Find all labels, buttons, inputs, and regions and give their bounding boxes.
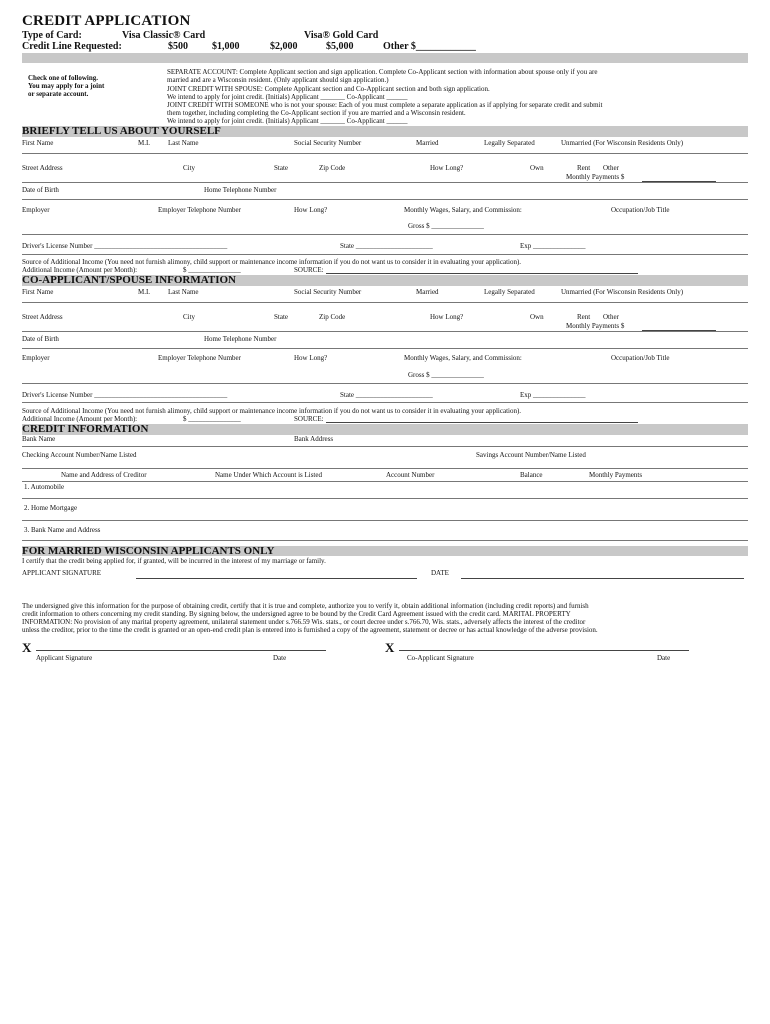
coapplicant-dob[interactable]: Date of Birth <box>22 335 59 343</box>
separate-account-text: or separate account. <box>28 90 89 98</box>
savings-account[interactable]: Savings Account Number/Name Listed <box>476 451 586 459</box>
applicant-date-label: Date <box>273 654 287 662</box>
applicant-last-name[interactable]: Last Name <box>168 139 199 147</box>
coapplicant-license-exp[interactable]: Exp _______________ <box>520 391 586 399</box>
applicant-occupation[interactable]: Occupation/Job Title <box>611 206 670 214</box>
applicant-other[interactable]: Other <box>603 164 619 172</box>
applicant-signature-label: Applicant Signature <box>36 654 93 662</box>
agreement-line-3: INFORMATION: No provision of any marital property agreement, unilateral statement under s.766.59 Wis. stats., or court decree under s.766.70, Wis. stats., adversely affects the interest of the creditor <box>22 618 586 626</box>
applicant-married[interactable]: Married <box>416 139 439 147</box>
applicant-state[interactable]: State <box>274 164 288 172</box>
coapplicant-license-state[interactable]: State ______________________ <box>340 391 433 399</box>
applicant-zip[interactable]: Zip Code <box>319 164 346 172</box>
coapplicant-married[interactable]: Married <box>416 288 439 296</box>
applicant-additional-amount[interactable]: $ _______________ <box>183 266 241 274</box>
applicant-legally-separated[interactable]: Legally Separated <box>484 139 535 147</box>
credit-line-label: Credit Line Requested: <box>22 41 122 52</box>
coapplicant-additional-income: Additional Income (Amount per Month): <box>22 415 138 423</box>
applicant-additional-income-note: Source of Additional Income (You need not furnish alimony, child support or maintenance income information if you do not want us to consider it in evaluating your application). <box>22 258 522 266</box>
wisconsin-signature-label: APPLICANT SIGNATURE <box>22 569 102 577</box>
applicant-license-state[interactable]: State ______________________ <box>340 242 433 250</box>
divider <box>22 383 748 384</box>
applicant-gross[interactable]: Gross $ _______________ <box>408 222 484 230</box>
credit-line-other[interactable]: Other $____________ <box>383 41 476 52</box>
credit-line-1000[interactable]: $1,000 <box>212 41 240 52</box>
table-row[interactable]: 2. Home Mortgage <box>24 504 78 512</box>
coapplicant-unmarried[interactable]: Unmarried (For Wisconsin Residents Only) <box>561 288 684 296</box>
coapplicant-signature-x: X <box>385 640 395 655</box>
monthly-payments-column-header: Monthly Payments <box>589 471 643 479</box>
coapplicant-home-phone[interactable]: Home Telephone Number <box>204 335 277 343</box>
applicant-mi[interactable]: M.I. <box>138 139 151 147</box>
credit-line-500[interactable]: $500 <box>168 41 188 52</box>
coapplicant-ssn[interactable]: Social Security Number <box>294 288 362 296</box>
credit-line-5000[interactable]: $5,000 <box>326 41 354 52</box>
check-one-text: Check one of following. <box>28 74 98 82</box>
applicant-additional-income: Additional Income (Amount per Month): <box>22 266 138 274</box>
agreement-line-4: unless the creditor, prior to the time the credit is granted or an open-end credit plan is entered into is furnished a copy of the agreement, statement or decree or has actual knowledge of the adverse provision. <box>22 626 598 634</box>
page-title: CREDIT APPLICATION <box>22 13 191 29</box>
divider <box>22 234 748 235</box>
coapplicant-employment-length[interactable]: How Long? <box>294 354 328 362</box>
applicant-ssn[interactable]: Social Security Number <box>294 139 362 147</box>
wisconsin-date-line[interactable] <box>461 578 744 579</box>
coapplicant-other[interactable]: Other <box>603 313 619 321</box>
applicant-rent[interactable]: Rent <box>577 164 591 172</box>
divider <box>22 302 748 303</box>
separate-account-note: married and are a Wisconsin resident. (Only applicant should sign application.) <box>167 76 389 84</box>
wisconsin-certify: I certify that the credit being applied for, if granted, will be incurred in the interest of my marriage or family. <box>22 557 326 565</box>
coapplicant-legally-separated[interactable]: Legally Separated <box>484 288 535 296</box>
coapplicant-signature-label: Co-Applicant Signature <box>407 654 474 662</box>
credit-line-2000[interactable]: $2,000 <box>270 41 298 52</box>
apply-joint-text: You may apply for a joint <box>28 82 105 90</box>
coapplicant-date-label: Date <box>657 654 671 662</box>
source-line <box>326 273 638 274</box>
applicant-first-name[interactable]: First Name <box>22 139 54 147</box>
coapplicant-how-long[interactable]: How Long? <box>430 313 464 321</box>
checking-account[interactable]: Checking Account Number/Name Listed <box>22 451 137 459</box>
coapplicant-zip[interactable]: Zip Code <box>319 313 346 321</box>
creditor-column-header: Name and Address of Creditor <box>61 471 147 479</box>
divider <box>22 446 748 447</box>
applicant-signature-line[interactable] <box>36 650 326 651</box>
applicant-signature-x: X <box>22 640 32 655</box>
agreement-line-1: The undersigned give this information for the purpose of obtaining credit, certify that it is true and complete, authorize you to verify it, obtain additional information (including credit reports) and furnish <box>22 602 589 610</box>
joint-spouse-initials[interactable]: We intend to apply for joint credit. (Initials) Applicant _______ Co-Applicant ______ <box>167 93 408 101</box>
divider <box>22 481 748 482</box>
coapplicant-state[interactable]: State <box>274 313 288 321</box>
applicant-street[interactable]: Street Address <box>22 164 63 172</box>
coapplicant-rent[interactable]: Rent <box>577 313 591 321</box>
wisconsin-header: FOR MARRIED WISCONSIN APPLICANTS ONLY <box>22 545 275 557</box>
applicant-license-exp[interactable]: Exp _______________ <box>520 242 586 250</box>
joint-spouse-option[interactable]: JOINT CREDIT WITH SPOUSE: Complete Applicant section and Co-Applicant section and both sign application. <box>167 85 490 93</box>
applicant-city[interactable]: City <box>183 164 196 172</box>
coapplicant-income-source[interactable]: SOURCE: <box>294 415 324 423</box>
coapplicant-last-name[interactable]: Last Name <box>168 288 199 296</box>
applicant-employer-phone[interactable]: Employer Telephone Number <box>158 206 241 214</box>
divider <box>22 199 748 200</box>
divider <box>22 468 748 469</box>
credit-header: CREDIT INFORMATION <box>22 423 149 435</box>
applicant-own[interactable]: Own <box>530 164 544 172</box>
divider <box>22 520 748 521</box>
separate-account-option[interactable]: SEPARATE ACCOUNT: Complete Applicant section and sign application. Complete Co-Applicant section with information about spouse only if you are <box>167 68 598 76</box>
joint-other-option[interactable]: JOINT CREDIT WITH SOMEONE who is not your spouse: Each of you must complete a separate application as if applying for separate credit and submit <box>167 101 603 109</box>
divider <box>22 254 748 255</box>
card-type-gold[interactable]: Visa® Gold Card <box>304 30 379 41</box>
applicant-license[interactable]: Driver's License Number ______________________________________ <box>22 242 228 250</box>
coapplicant-gross[interactable]: Gross $ _______________ <box>408 371 484 379</box>
account-number-column-header: Account Number <box>386 471 435 479</box>
applicant-dob[interactable]: Date of Birth <box>22 186 59 194</box>
divider <box>22 498 748 499</box>
joint-other-note: them together, including completing the Co-Applicant section if you are married and a Wisconsin resident. <box>167 109 466 117</box>
coapplicant-employer[interactable]: Employer <box>22 354 50 362</box>
card-type-label: Type of Card: <box>22 30 82 41</box>
applicant-home-phone[interactable]: Home Telephone Number <box>204 186 277 194</box>
divider <box>22 540 748 541</box>
coapplicant-mi[interactable]: M.I. <box>138 288 151 296</box>
agreement-line-2: credit information to others concerning my credit standing. By signing below, the undersigned agree to be bound by the Credit Card Agreement issued with the credit card. MARITAL PROPERTY <box>22 610 571 618</box>
applicant-employer[interactable]: Employer <box>22 206 50 214</box>
applicant-income-source[interactable]: SOURCE: <box>294 266 324 274</box>
applicant-how-long[interactable]: How Long? <box>430 164 464 172</box>
coapplicant-header: CO-APPLICANT/SPOUSE INFORMATION <box>22 274 237 286</box>
coapplicant-wages[interactable]: Monthly Wages, Salary, and Commission: <box>404 354 522 362</box>
divider <box>22 182 748 183</box>
coapplicant-license[interactable]: Driver's License Number ______________________________________ <box>22 391 228 399</box>
balance-column-header: Balance <box>520 471 543 479</box>
top-divider-bar <box>22 53 748 63</box>
divider <box>22 153 748 154</box>
table-row[interactable]: 1. Automobile <box>24 483 65 491</box>
coapplicant-additional-amount[interactable]: $ _______________ <box>183 415 241 423</box>
coapplicant-street[interactable]: Street Address <box>22 313 63 321</box>
coapplicant-own[interactable]: Own <box>530 313 544 321</box>
bank-address[interactable]: Bank Address <box>294 435 334 443</box>
wisconsin-signature-line[interactable] <box>136 578 417 579</box>
divider <box>22 402 748 403</box>
coapplicant-employer-phone[interactable]: Employer Telephone Number <box>158 354 241 362</box>
coapplicant-monthly-payments[interactable]: Monthly Payments $ <box>566 322 625 330</box>
coapplicant-signature-line[interactable] <box>399 650 689 651</box>
coapplicant-additional-income-note: Source of Additional Income (You need not furnish alimony, child support or maintenance income information if you do not want us to consider it in evaluating your application). <box>22 407 522 415</box>
table-row[interactable]: 3. Bank Name and Address <box>24 526 101 534</box>
applicant-employment-length[interactable]: How Long? <box>294 206 328 214</box>
account-name-column-header: Name Under Which Account is Listed <box>215 471 322 479</box>
applicant-header: BRIEFLY TELL US ABOUT YOURSELF <box>22 125 221 137</box>
divider <box>22 331 748 332</box>
coapplicant-first-name[interactable]: First Name <box>22 288 54 296</box>
applicant-wages[interactable]: Monthly Wages, Salary, and Commission: <box>404 206 522 214</box>
applicant-unmarried[interactable]: Unmarried (For Wisconsin Residents Only) <box>561 139 684 147</box>
coapplicant-occupation[interactable]: Occupation/Job Title <box>611 354 670 362</box>
wisconsin-date-label: DATE <box>431 569 449 577</box>
card-type-classic[interactable]: Visa Classic® Card <box>122 30 206 41</box>
source-line <box>326 422 638 423</box>
coapplicant-city[interactable]: City <box>183 313 196 321</box>
applicant-monthly-payments[interactable]: Monthly Payments $ <box>566 173 625 181</box>
bank-name[interactable]: Bank Name <box>22 435 56 443</box>
divider <box>22 348 748 349</box>
joint-other-initials[interactable]: We intend to apply for joint credit. (Initials) Applicant _______ Co-Applicant ______ <box>167 117 408 125</box>
